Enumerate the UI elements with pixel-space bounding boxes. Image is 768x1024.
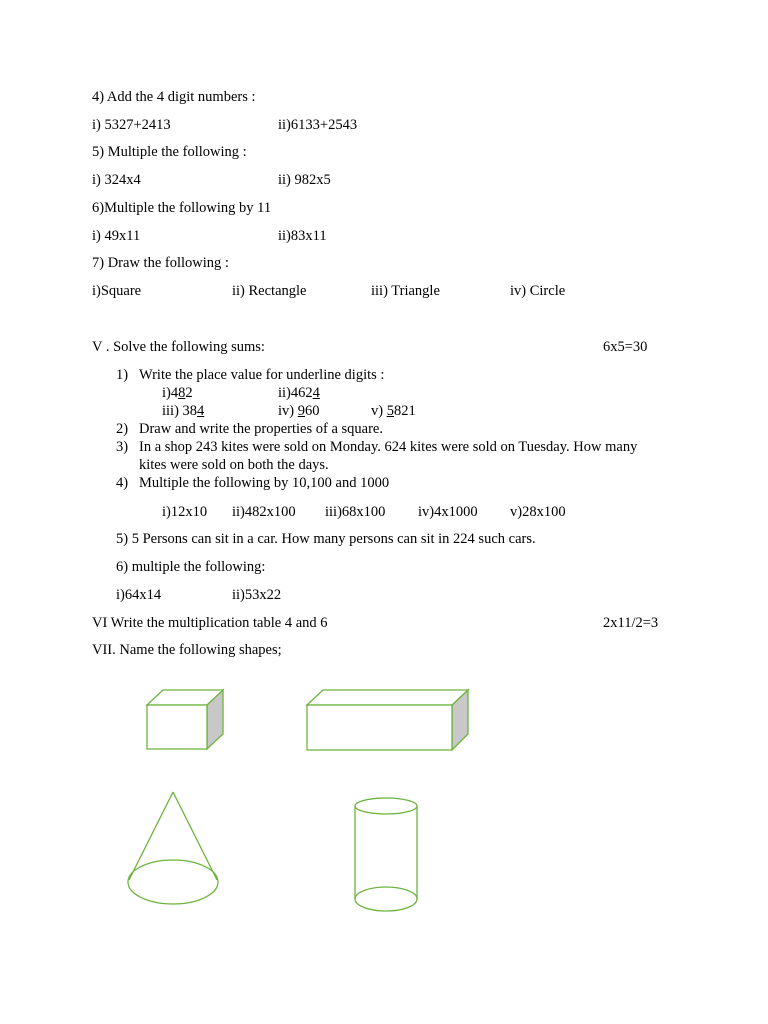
underlined-digit: 8 [178, 385, 186, 401]
s5-q4-text: Multiple the following by 10,100 and 1000 [139, 475, 390, 491]
s5-q2-number: 2) [116, 421, 129, 437]
cuboid-top-face [307, 690, 468, 705]
s5-q5-text: 5) 5 Persons can sit in a car. How many persons can sit in 224 such cars. [116, 531, 536, 547]
q4-item-b: ii)6133+2543 [278, 117, 358, 133]
place-value-item-2: ii)4624 [278, 385, 320, 401]
underlined-digit: 4 [197, 403, 205, 419]
cylinder-bottom [355, 887, 417, 911]
section-5-heading: V . Solve the following sums: [92, 339, 265, 355]
cone-left-edge [129, 792, 173, 880]
q7-item-circle: iv) Circle [510, 283, 566, 299]
cone-shape [122, 786, 226, 910]
s5-q3-line-1: In a shop 243 kites were sold on Monday. 624 kites were sold on Tuesday. How many [139, 439, 638, 455]
section-6-heading: VI Write the multiplication table 4 and 6 [92, 615, 328, 631]
place-value-item-5: v) 5821 [371, 403, 416, 419]
s5-q4-item-1: i)12x10 [162, 504, 208, 520]
q5-item-b: ii) 982x5 [278, 172, 331, 188]
q6-item-a: i) 49x11 [92, 228, 141, 244]
cuboid-shape [300, 684, 475, 756]
q4-item-a: i) 5327+2413 [92, 117, 171, 133]
s5-q3-line-2: kites were sold on both the days. [139, 457, 329, 473]
underlined-digit: 9 [297, 403, 305, 419]
underlined-digit: 4 [312, 385, 320, 401]
s5-q4-item-5: v)28x100 [510, 504, 566, 520]
place-value-item-3: iii) 384 [162, 403, 205, 419]
s5-q4-item-4: iv)4x1000 [418, 504, 478, 520]
q5-item-a: i) 324x4 [92, 172, 141, 188]
q6-item-b: ii)83x11 [278, 228, 327, 244]
s5-q6-text: 6) multiple the following: [116, 559, 266, 575]
q6-heading: 6)Multiple the following by 11 [92, 200, 272, 216]
s5-q1-text: Write the place value for underline digits : [139, 367, 385, 383]
cylinder-shape [348, 792, 424, 918]
cone-right-edge [173, 792, 217, 880]
cylinder-top [355, 798, 417, 814]
s5-q6-item-a: i)64x14 [116, 587, 162, 603]
s5-q4-number: 4) [116, 475, 129, 491]
cube-front-face [147, 705, 207, 749]
q7-item-triangle: iii) Triangle [371, 283, 440, 299]
q7-item-square: i)Square [92, 283, 142, 299]
place-value-item-4: iv) 960 [278, 403, 320, 419]
section-7-heading: VII. Name the following shapes; [92, 642, 282, 658]
section-5-marks: 6x5=30 [603, 339, 648, 355]
underlined-digit: 5 [386, 403, 394, 419]
cube-shape [140, 684, 230, 756]
cone-base [128, 860, 218, 904]
s5-q6-item-b: ii)53x22 [232, 587, 282, 603]
s5-q4-item-2: ii)482x100 [232, 504, 296, 520]
s5-q3-number: 3) [116, 439, 129, 455]
cuboid-front-face [307, 705, 452, 750]
place-value-item-1: i)482 [162, 385, 193, 401]
section-6-marks: 2x11/2=3 [603, 615, 659, 631]
q7-heading: 7) Draw the following : [92, 255, 229, 271]
s5-q2-text: Draw and write the properties of a square. [139, 421, 383, 437]
q4-heading: 4) Add the 4 digit numbers : [92, 89, 256, 105]
s5-q1-number: 1) [116, 367, 129, 383]
q7-item-rectangle: ii) Rectangle [232, 283, 307, 299]
q5-heading: 5) Multiple the following : [92, 144, 247, 160]
s5-q4-item-3: iii)68x100 [325, 504, 386, 520]
